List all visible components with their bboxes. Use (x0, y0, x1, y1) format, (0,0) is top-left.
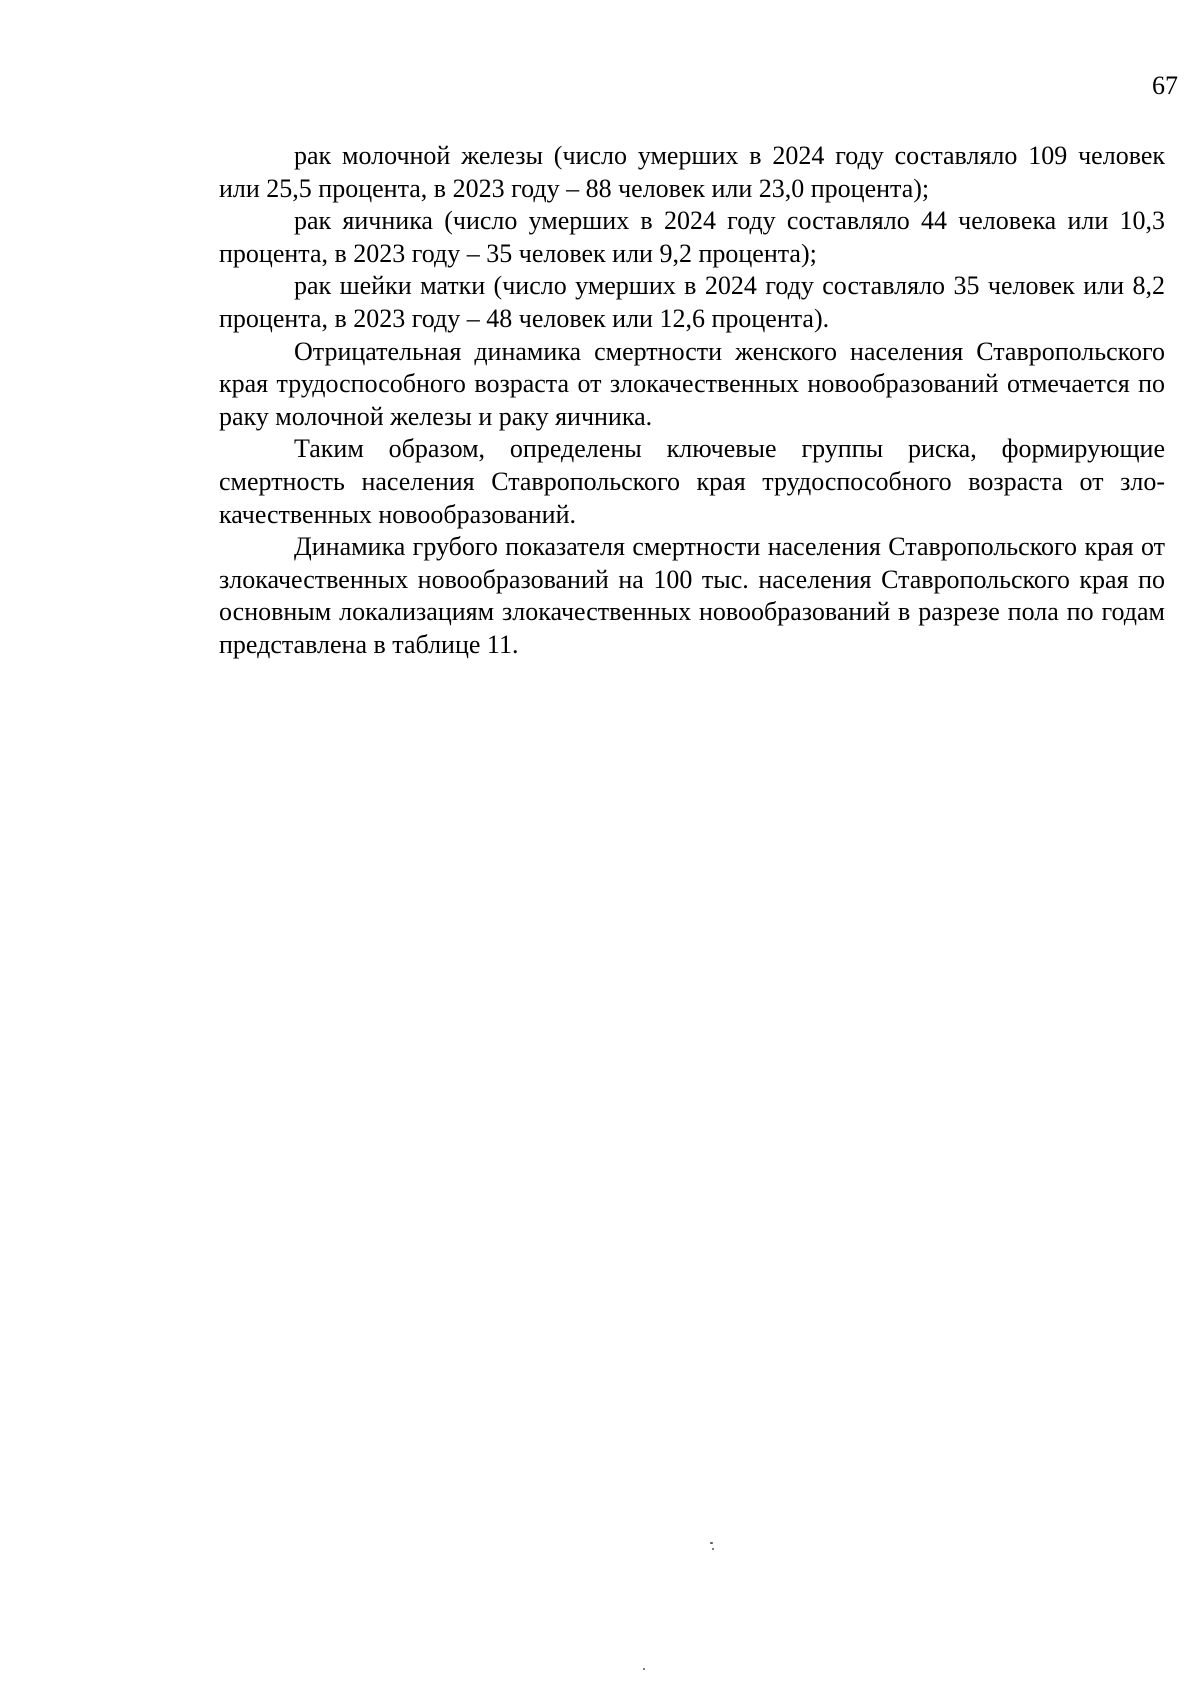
scan-speck (712, 1548, 714, 1550)
page-number: 67 (1152, 71, 1178, 100)
body-text (219, 140, 1165, 662)
scan-speck (710, 1542, 713, 1544)
paragraph-cervical-cancer: рак шейки матки (число умерших в 2024 году составляло 35 человек или 8,2 процента, в 2023 году – 48 человек или 12,6 процента). (219, 271, 1165, 333)
scan-speck (643, 1668, 645, 1670)
paragraph-negative-dynamics: Отрицательная динамика смертности женского населения Ставропольского края трудоспособного возраста от злокачественных новообразований отмечается по раку молочной железы и раку яичника. (219, 336, 1165, 431)
paragraph-risk-groups: Таким образом, определены ключевые группы риска, формирующие смертность населения Ставропольского края трудоспособного возраста от злокачественных новообразований. (219, 434, 1165, 529)
paragraph-breast-cancer: рак молочной железы (число умерших в 2024 году составляло 109 человек или 25,5 процента, в 2023 году – 88 человек или 23,0 процента); (219, 141, 1165, 203)
paragraph-ovarian-cancer: рак яичника (число умерших в 2024 году составляло 44 человека или 10,3 процента, в 2023 году – 35 человек или 9,2 процента); (219, 206, 1165, 268)
paragraph-table-reference: Динамика грубого показателя смертности населения Ставропольского края от злокачественных новообразований на 100 тыс. населения Ставропольского края по основным локализациям злокачественных новообразований в разрезе пола по годам представлена в таблице 11. (219, 532, 1165, 659)
